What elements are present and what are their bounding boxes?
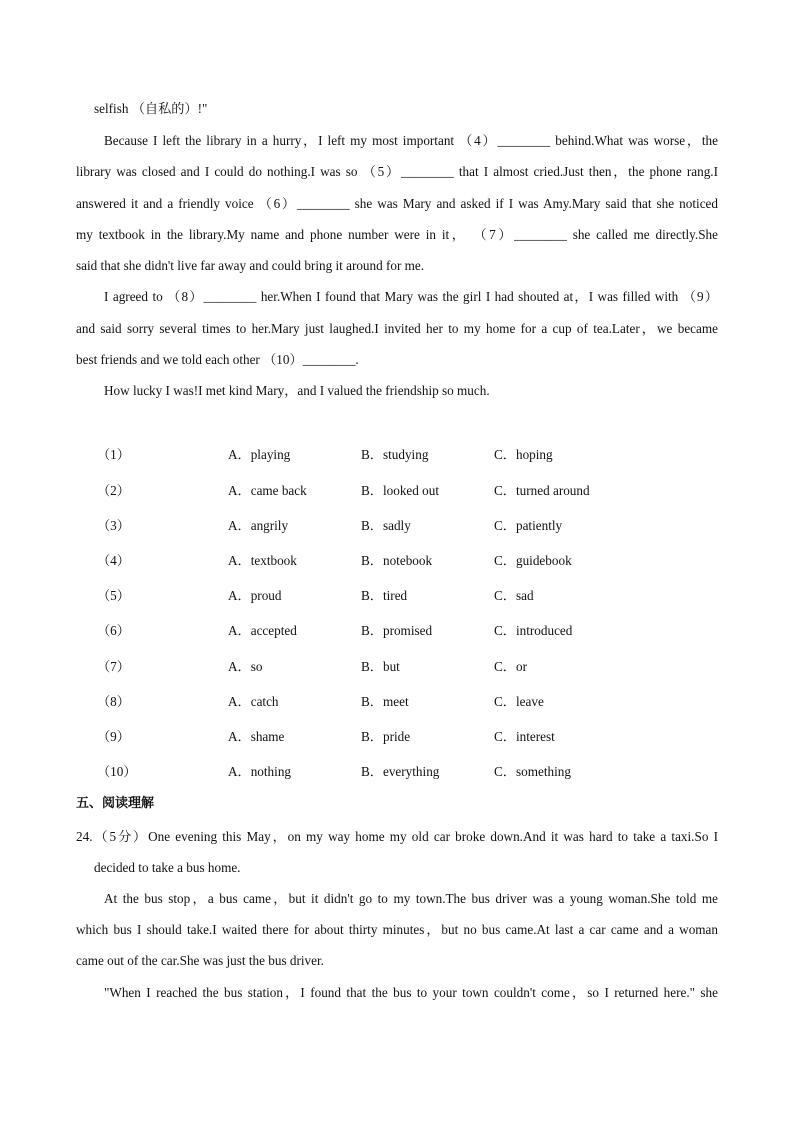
option-c: C．something (494, 764, 571, 779)
option-a: A．textbook (228, 553, 297, 568)
option-c: C．leave (494, 694, 544, 709)
passage-line: How lucky I was!I met kind Mary，and I valued the friendship so much. (104, 383, 490, 398)
question-number: （10） (97, 764, 137, 779)
option-a: A．so (228, 659, 263, 674)
option-row (0, 552, 794, 570)
option-c: C．turned around (494, 483, 590, 498)
option-row (0, 693, 794, 711)
question-number: （9） (97, 729, 130, 744)
option-a: A．came back (228, 483, 307, 498)
passage-line: my textbook in the library.My name and phone number were in it， （7）________ she called me directly.She (76, 227, 718, 242)
reading-line: decided to take a bus home. (94, 860, 241, 875)
question-number: （5） (97, 588, 130, 603)
reading-line: "When I reached the bus station，I found that the bus to your town couldn't come，so I returned here." she (104, 985, 718, 1000)
option-b: B．notebook (361, 553, 433, 568)
question-number: （2） (97, 483, 130, 498)
option-c: C．introduced (494, 623, 573, 638)
option-c: C．interest (494, 729, 555, 744)
option-a: A．angrily (228, 518, 289, 533)
option-b: B．pride (361, 729, 411, 744)
option-row (0, 622, 794, 640)
option-a: A．catch (228, 694, 279, 709)
question-number: （7） (97, 659, 130, 674)
section-title: 五、阅读理解 (76, 796, 155, 811)
passage-line: best friends and we told each other （10）________. (76, 352, 359, 367)
question-number: （3） (97, 518, 130, 533)
reading-line: 24.（5分）One evening this May，on my way home my old car broke down.And it was hard to take a taxi.So I (76, 829, 718, 844)
reading-line: came out of the car.She was just the bus driver. (76, 953, 324, 968)
passage-line: said that she didn't live far away and could bring it around for me. (76, 258, 425, 273)
option-a: A．accepted (228, 623, 297, 638)
option-row (0, 658, 794, 676)
option-c: C．hoping (494, 447, 553, 462)
option-b: B．studying (361, 447, 429, 462)
option-b: B．tired (361, 588, 408, 603)
option-b: B．looked out (361, 483, 440, 498)
option-c: C．sad (494, 588, 534, 603)
question-number: （8） (97, 694, 130, 709)
option-c: C．or (494, 659, 527, 674)
question-number: （4） (97, 553, 130, 568)
option-b: B．everything (361, 764, 440, 779)
option-b: B．but (361, 659, 400, 674)
option-b: B．sadly (361, 518, 411, 533)
option-a: A．playing (228, 447, 291, 462)
reading-line: At the bus stop，a bus came，but it didn't go to my town.The bus driver was a young woman.She told me (104, 891, 718, 906)
option-a: A．shame (228, 729, 285, 744)
option-b: B．promised (361, 623, 433, 638)
option-row (0, 482, 794, 500)
option-c: C．patiently (494, 518, 563, 533)
option-a: A．proud (228, 588, 282, 603)
passage-line: and said sorry several times to her.Mary just laughed.I invited her to my home for a cup of tea.Later，we became (76, 321, 718, 336)
reading-line: which bus I should take.I waited there for about thirty minutes，but no bus came.At last a car came and a woman (76, 922, 718, 937)
passage-line: Because I left the library in a hurry，I left my most important （4）________ behind.What was worse，the (104, 133, 718, 148)
option-b: B．meet (361, 694, 409, 709)
option-row (0, 763, 794, 781)
question-number: （1） (97, 447, 130, 462)
passage-line: answered it and a friendly voice （6）________ she was Mary and asked if I was Amy.Mary said that she noticed (76, 196, 718, 211)
passage-line: selfish （自私的）!" (94, 101, 208, 116)
option-row (0, 517, 794, 535)
question-number: （6） (97, 623, 130, 638)
option-a: A．nothing (228, 764, 292, 779)
passage-line: I agreed to （8）________ her.When I found that Mary was the girl I had shouted at，I was filled with （9） (104, 289, 718, 304)
option-c: C．guidebook (494, 553, 572, 568)
passage-line: library was closed and I could do nothing.I was so （5）________ that I almost cried.Just then，the phone rang.I (76, 164, 718, 179)
option-row (0, 728, 794, 746)
option-row (0, 587, 794, 605)
option-row (0, 446, 794, 464)
